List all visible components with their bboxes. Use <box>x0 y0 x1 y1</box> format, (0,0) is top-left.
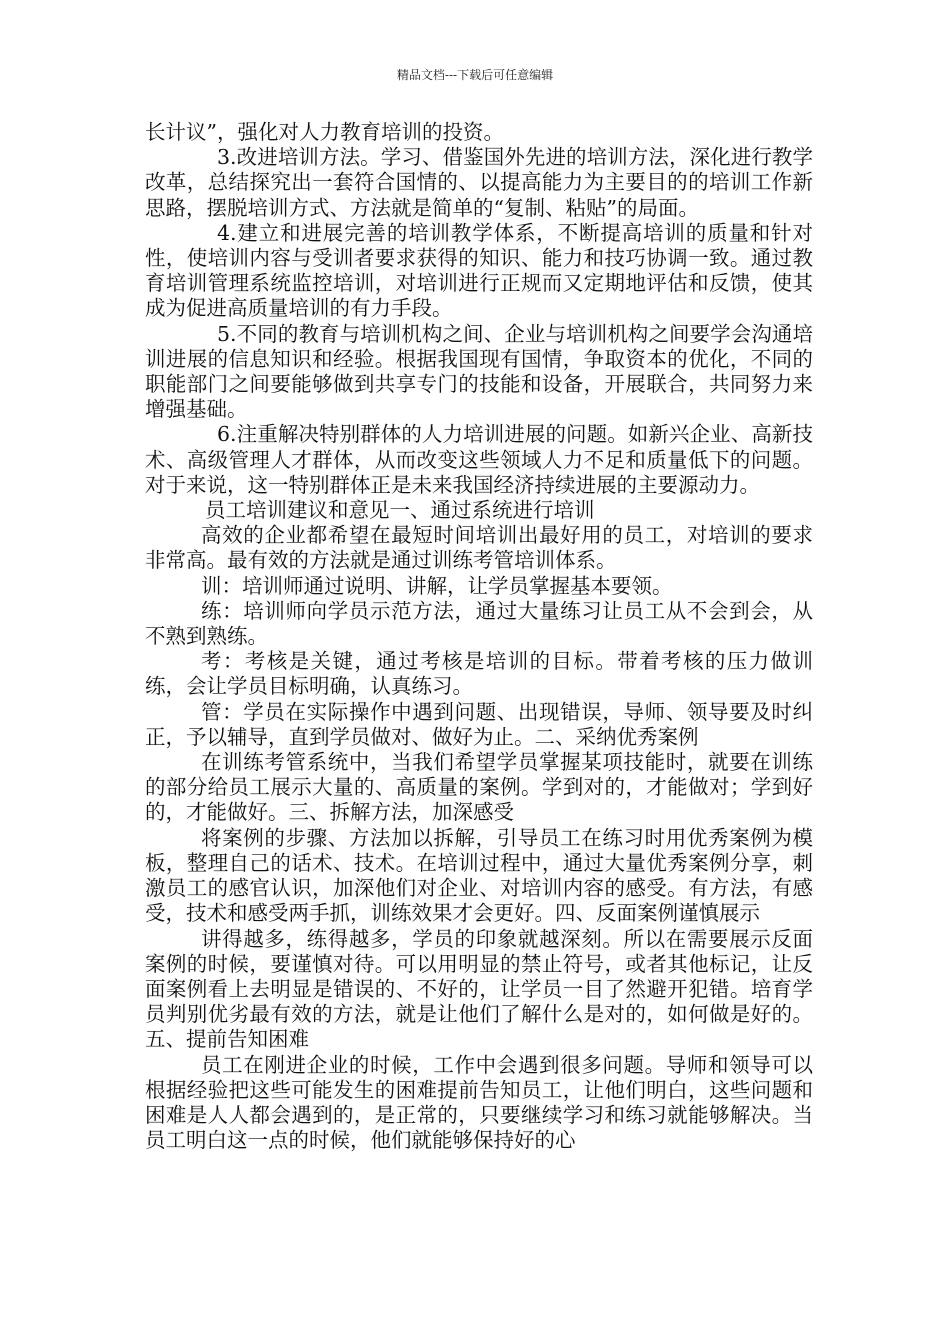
paragraph: 6.注重解决特别群体的人力培训进展的问题。如新兴企业、高新技术、高级管理人才群体，从而改变这些领域人力不足和质量低下的问题。对于来说，这一特别群体正是未来我国经济持续进展的主要源动力。 <box>145 422 813 497</box>
paragraph: 高效的企业都希望在最短时间培训出最好用的员工，对培训的要求非常高。最有效的方法就是通过训练考管培训体系。 <box>145 523 813 573</box>
paragraph: 长计议”，强化对人力教育培训的投资。 <box>145 120 504 144</box>
paragraph: 5.不同的教育与培训机构之间、企业与培训机构之间要学会沟通培训进展的信息知识和经验。根据我国现有国情，争取资本的优化，不同的职能部门之间要能够做到共享专门的技能和设备，开展联合，共同努力来增强基础。 <box>145 321 813 422</box>
paragraph: 4.建立和进展完善的培训教学体系，不断提高培训的质量和针对性，使培训内容与受训者要求获得的知识、能力和技巧协调一致。通过教育培训管理系统监控培训，对培训进行正规而又定期地评估和反馈，使其成为促进高质量培训的有力手段。 <box>145 220 813 321</box>
paragraph: 在训练考管系统中，当我们希望学员掌握某项技能时，就要在训练的部分给员工展示大量的、高质量的案例。学到对的，才能做对；学到好的，才能做好。三、拆解方法，加深感受 <box>145 750 813 825</box>
paragraph: 员工在刚进企业的时候，工作中会遇到很多问题。导师和领导可以根据经验把这些可能发生的困难提前告知员工，让他们明白，这些问题和困难是人人都会遇到的，是正常的，只要继续学习和练习就能够解决。当员工明白这一点的时候，他们就能够保持好的心 <box>145 1052 813 1153</box>
paragraph: 员工培训建议和意见一、通过系统进行培训 <box>205 498 595 523</box>
paragraph: 训：培训师通过说明、讲解，让学员掌握基本要领。 <box>201 573 673 598</box>
paragraph: 讲得越多，练得越多，学员的印象就越深刻。所以在需要展示反面案例的时候，要谨慎对待。可以用明显的禁止符号，或者其他标记，让反面案例看上去明显是错误的、不好的，让学员一目了然避开犯错。培育学员判别优劣最有效的方法，就是让他们了解什么是对的，如何做是好的。五、提前告知困难 <box>145 926 813 1052</box>
page-header: 精品文档---下载后可任意编辑 <box>396 68 554 82</box>
paragraph: 将案例的步骤、方法加以拆解，引导员工在练习时用优秀案例为模板，整理自己的话术、技术。在培训过程中，通过大量优秀案例分享，刺激员工的感官认识，加深他们对企业、对培训内容的感受。有方法，有感受，技术和感受两手抓，训练效果才会更好。四、反面案例谨慎展示 <box>145 825 813 926</box>
document-body <box>145 120 813 1153</box>
paragraph: 考：考核是关键，通过考核是培训的目标。带着考核的压力做训练，会让学员目标明确，认真练习。 <box>145 649 813 699</box>
paragraph: 练：培训师向学员示范方法，通过大量练习让员工从不会到会，从不熟到熟练。 <box>145 598 813 649</box>
paragraph: 3.改进培训方法。学习、借鉴国外先进的培训方法，深化进行教学改革，总结探究出一套符合国情的、以提高能力为主要目的的培训工作新思路，摆脱培训方式、方法就是简单的“复制、粘贴”的局面。 <box>145 145 813 220</box>
paragraph: 管：学员在实际操作中遇到问题、出现错误，导师、领导要及时纠正，予以辅导，直到学员做对、做好为止。二、采纳优秀案例 <box>145 699 813 749</box>
